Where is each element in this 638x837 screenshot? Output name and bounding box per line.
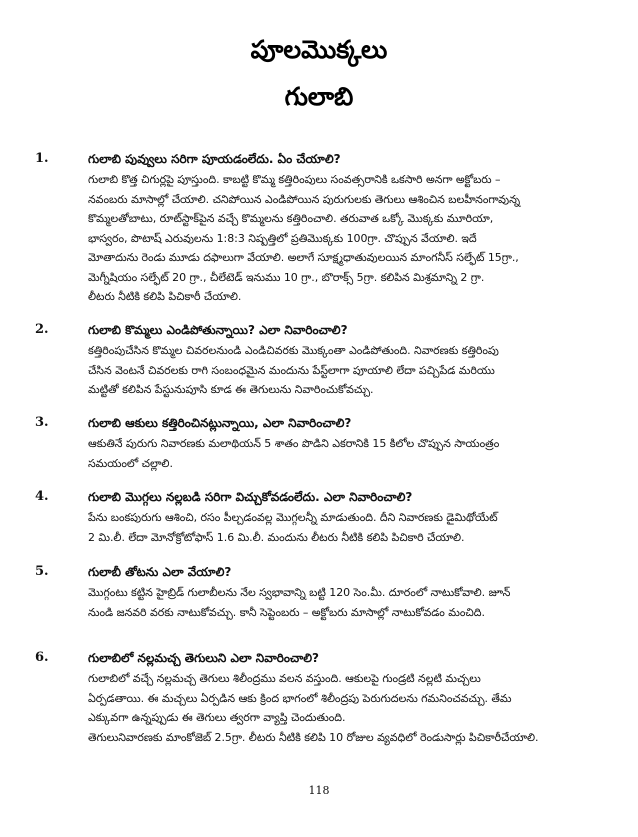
section-title: గులాబి bbox=[284, 82, 354, 111]
item-answer bbox=[88, 583, 610, 622]
answer-line: కొమ్మలతోబాటు, రూట్‌స్టాక్‌పైన వచ్చే కొమ్మలను కత్తిరించాలి. తరువాత ఒక్కో మొక్కకు మూరియా, bbox=[88, 212, 494, 225]
answer-line: కత్తిరింపుచేసిన కొమ్మల చివరలనుండి ఎండిచివరకు మొక్కంతా ఎండిపోతుంది. నివారణకు కత్తిరింపు bbox=[88, 344, 499, 357]
answer-line: నవంబరు మాసాల్లో చేయాలి. చనిపోయిన ఎండిపోయిన పురుగులకు తెగులు ఆశించిన బలహీనంగావున్న bbox=[88, 192, 521, 206]
answer-line: మట్టితో కలిపిన పేస్టునుపూసి కూడ ఈ తెగులును నివారించుకోవచ్చు. bbox=[88, 383, 374, 396]
answer-line: మెగ్నీషియం సల్ఫేట్ 20 గ్రా., చీలేటెడ్ ఇనుము 10 గ్రా., బొరాక్స్ 5గ్రా. కలిపిన మిశ్రమాన్ని 2 గ్రా. bbox=[88, 270, 485, 284]
item-question: గులాబి కొమ్మలు ఎండిపోతున్నాయి? ఎలా నివారించాలి? bbox=[88, 323, 348, 337]
answer-line: లీటరు నీటికి కలిపి పిచికారీ చేయాలి. bbox=[88, 290, 242, 303]
answer-line: ఏర్పడతాయి. ఈ మచ్చలు ఏర్పడిన ఆకు క్రింద భాగంలో శిలీంద్రపు పెరుగుదలను గమనించవచ్చు. తేమ bbox=[88, 691, 512, 705]
item-number: 4. bbox=[35, 489, 49, 504]
answer-line: మోతాదును రెండు మూడు దఫాలుగా వేయాలి. అలాగే సూక్ష్మధాతువులయిన మాంగనీస్ సల్ఫేట్ 15గ్రా., bbox=[88, 251, 519, 264]
answer-line: పేను బంకపురుగు ఆశించి, రసం పీల్చడంవల్ల మొగ్గలన్నీ మాడుతుంది. దీని నివారణకు డైమిథోయేట్ bbox=[88, 511, 498, 524]
page-title: పూలమొక్కలు bbox=[250, 35, 388, 64]
item-number: 1. bbox=[35, 151, 49, 166]
answer-line: 2 మి.లీ. లేదా మోనోక్రోటోఫాస్ 1.6 మి.లీ. మందును లీటరు నీటికి కలిపి పిచికారి చేయాలి. bbox=[88, 530, 465, 544]
item-answer bbox=[88, 669, 610, 747]
answer-line: గులాబిలో వచ్చే నల్లమచ్చ తెగులు శిలీంద్రము వలన వస్తుంది. ఆకులపై గుండ్రటి నల్లటి మచ్చలు bbox=[88, 672, 481, 685]
answer-line: ఆకుతినే పురుగు నివారణకు మలాథియన్ 5 శాతం పొడిని ఎకరానికి 15 కిలోల చొప్పున సాయంత్రం bbox=[88, 437, 500, 450]
answer-line: మొగ్గంటు కట్టిన హైబ్రిడ్ గులాబీలను నేల స్వభావాన్ని బట్టి 120 సెం.మీ. దూరంలో నాటుకోవాలి. జూన్ bbox=[88, 586, 511, 599]
item-question: గులాబి పువ్వులు సరిగా పూయడంలేదు. ఏం చేయాలి? bbox=[88, 152, 341, 166]
item-answer bbox=[88, 434, 610, 473]
item-answer bbox=[88, 508, 610, 547]
item-question: గులాబి ఆకులు కత్తిరించినట్లున్నాయి, ఎలా నివారించాలి? bbox=[88, 416, 352, 430]
item-number: 2. bbox=[35, 322, 49, 337]
item-number: 3. bbox=[35, 415, 49, 430]
answer-line: ఎక్కువగా ఉన్నప్పుడు ఈ తెగులు త్వరగా వ్యాప్తి చెందుతుంది. bbox=[88, 711, 346, 724]
answer-line: నుండి జనవరి వరకు నాటుకోవచ్చు. కానీ సెప్టెంబరు – అక్టోబరు మాసాల్లో నాటుకోవడం మంచిది. bbox=[88, 605, 485, 619]
answer-line: సమయంలో చల్లాలి. bbox=[88, 456, 173, 470]
item-question: గులాబి మొగ్గలు నల్లబడి సరిగా విచ్చుకోవడంలేదు. ఎలా నివారించాలి? bbox=[88, 490, 413, 504]
answer-line: తెగులునివారణకు మాంకోజెబ్ 2.5గ్రా. లీటరు నీటికి కలిపి 10 రోజుల వ్యవధిలో రెండుసార్లు పిచికారీచేయాలి. bbox=[88, 730, 539, 744]
item-answer bbox=[88, 170, 610, 307]
item-question: గులాబీ తోటను ఎలా వేయాలి? bbox=[88, 565, 232, 579]
item-number: 5. bbox=[35, 564, 49, 579]
page-number: 118 bbox=[308, 784, 330, 797]
item-answer bbox=[88, 341, 610, 400]
item-number: 6. bbox=[35, 650, 49, 665]
answer-line: చేసిన వెంటనే చివరలకు రాగి సంబంధమైన మందును పేస్ట్‌లాగా పూయాలి లేదా పచ్చిపేడ మరియు bbox=[88, 363, 495, 377]
item-question: గులాబిలో నల్లమచ్చ తెగులుని ఎలా నివారించాలి? bbox=[88, 651, 319, 665]
answer-line: గులాబి కొత్త చిగుర్లపై పూస్తుంది. కాబట్టి కొమ్మ కత్తిరింపులు సంవత్సరానికి ఒకసారి అనగా అక్టోబరు – bbox=[88, 173, 501, 186]
answer-line: భాస్వరం, పొటాష్ ఎరువులను 1:8:3 నిష్పత్తిలో ప్రతిమొక్కకు 100గ్రా. చొప్పున వేయాలి. ఇదే bbox=[88, 231, 477, 245]
